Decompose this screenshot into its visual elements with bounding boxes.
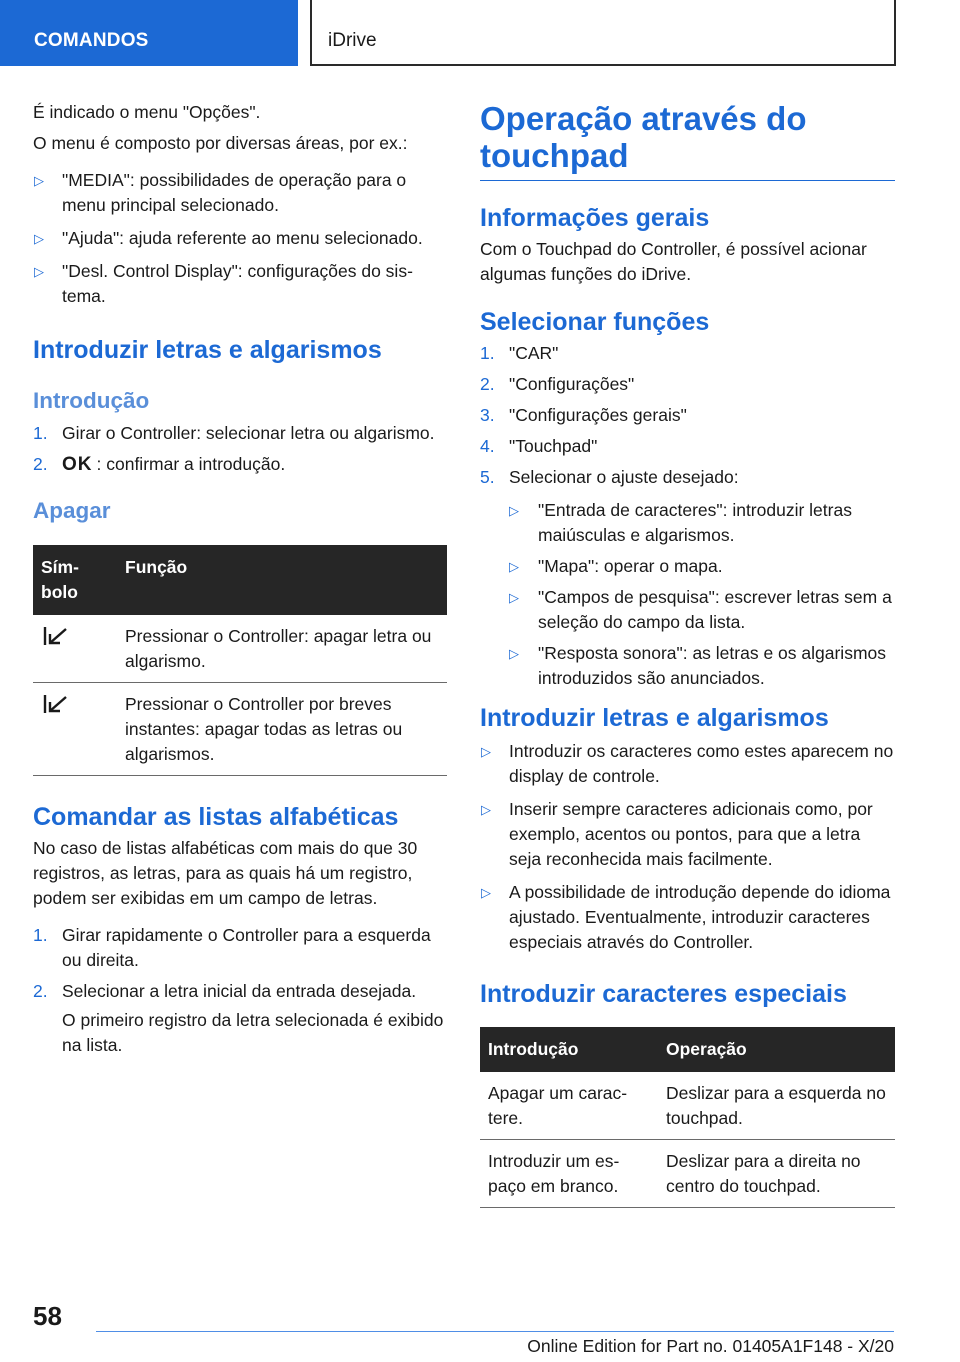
footer-divider [96, 1331, 894, 1332]
delete-table [33, 545, 447, 776]
page-number: 58 [33, 1301, 62, 1331]
column-header-function: Função [117, 545, 447, 615]
right-column [480, 100, 895, 1208]
column-header-operation: Operação [658, 1027, 895, 1072]
delete-arrow-icon [41, 692, 71, 716]
triangle-bullet-icon: ▷ [481, 885, 491, 900]
heading-delete: Apagar [33, 498, 111, 523]
list-item: 5. Selecionar o ajuste desejado: ▷ "Entrada de caracteres": introduzir letras maiúsculas e algarismos. ▷ "Mapa": operar o mapa. ▷ "Campos de pesquisa": escrever letras sem a seleção do campo da lista. ▷ "Resposta sonora": as letras e os algarismos introduzidos são anunciados. [480, 465, 895, 691]
triangle-bullet-icon: ▷ [509, 590, 519, 605]
heading-introduction: Introdução [33, 388, 150, 413]
footer-edition: Online Edition for Part no. 01405A1F148 - X/20 [527, 1336, 894, 1356]
list-item: ▷ "Entrada de caracteres": introduzir letras maiúsculas e algarismos. [509, 500, 852, 545]
intro-steps [33, 421, 447, 477]
list-item: 2. OK : confirmar a introdução. [33, 454, 286, 475]
table-row: Pressionar o Controller: apagar letra ou algarismo. [33, 615, 447, 683]
table-row: Introduzir um espaço em branco. Deslizar para a direita no centro do touchpad. [480, 1140, 895, 1208]
triangle-bullet-icon: ▷ [481, 802, 491, 817]
options-menu-list [33, 168, 447, 309]
heading-select-functions: Selecionar funções [480, 308, 710, 336]
heading-alphabetic-lists: Comandar as listas alfabéticas [33, 803, 399, 831]
list-item: 2. Selecionar a letra inicial da entrada desejada. [33, 981, 417, 1001]
list-item: ▷ A possibilidade de introdução depende do idioma ajustado. Eventualmente, introduzir caracteres especiais através do Controller. [481, 882, 891, 952]
ok-icon: OK [62, 454, 93, 475]
list-item: ▷ "MEDIA": possibilidades de operação para o menu principal selecionado. [34, 170, 407, 215]
delete-arrow-icon [41, 624, 71, 648]
special-characters-table [480, 1027, 895, 1208]
heading-general-info: Informações gerais [480, 204, 710, 232]
select-options-list [509, 498, 895, 691]
intro-line-2: O menu é composto por diversas áreas, por ex.: [33, 133, 408, 153]
section-tab: COMANDOS [0, 0, 298, 66]
heading-letters-numbers-touchpad: Introduzir letras e algarismos [480, 704, 829, 732]
list-item: 1. Girar rapidamente o Controller para a esquerda ou direita. [33, 925, 431, 970]
list-item: 2. "Configurações" [480, 374, 635, 394]
column-header-input: Introdução [480, 1027, 658, 1072]
alpha-text: No caso de listas alfabéticas com mais do que 30 registros, as letras, para as quais há um registro, podem ser exibidas em um campo de letras. [33, 838, 418, 908]
table-row: Pressionar o Controller por breves instantes: apagar todas as letras ou algarismos. [33, 683, 447, 776]
list-item: ▷ "Resposta sonora": as letras e os algarismos introduzidos são anunciados. [509, 643, 887, 688]
intro-line-1: É indicado o menu "Opções". [33, 102, 261, 122]
list-item: 1. Girar o Controller: selecionar letra ou algarismo. [33, 423, 435, 443]
triangle-bullet-icon: ▷ [481, 744, 491, 759]
list-item: ▷ "Mapa": operar o mapa. [509, 554, 895, 579]
triangle-bullet-icon: ▷ [34, 264, 44, 279]
list-item: ▷ Introduzir os caracteres como estes aparecem no display de controle. [481, 741, 894, 786]
triangle-bullet-icon: ▷ [34, 231, 44, 246]
list-item: ▷ "Campos de pesquisa": escrever letras sem a seleção do campo da lista. [509, 587, 892, 632]
left-column [33, 100, 447, 1064]
list-item: 4. "Touchpad" [480, 436, 598, 456]
alpha-steps [33, 923, 447, 1058]
triangle-bullet-icon: ▷ [509, 503, 519, 518]
general-text: Com o Touchpad do Controller, é possível acionar algumas funções do iDrive. [480, 239, 867, 284]
triangle-bullet-icon: ▷ [509, 559, 519, 574]
list-item: 3. "Configurações gerais" [480, 405, 687, 425]
table-row: Apagar um caractere. Deslizar para a esquerda no touchpad. [480, 1072, 895, 1140]
heading-special-characters: Introduzir caracteres especiais [480, 980, 847, 1008]
list-item: ▷ "Ajuda": ajuda referente ao menu selecionado. [33, 226, 447, 251]
heading-letters-numbers: Introduzir letras e algarismos [33, 336, 382, 364]
triangle-bullet-icon: ▷ [34, 173, 44, 188]
list-item-note: O primeiro registro da letra selecionada é exibido na lista. [62, 1010, 444, 1055]
chapter-title: iDrive [310, 0, 896, 66]
list-item: ▷ "Desl. Control Display": configurações do sistema. [34, 261, 413, 306]
list-item: 1. "CAR" [480, 343, 559, 363]
column-header-symbol: Símbolo [33, 545, 117, 615]
triangle-bullet-icon: ▷ [509, 646, 519, 661]
list-item: ▷ Inserir sempre caracteres adicionais como, por exemplo, acentos ou pontos, para que a letra seja reconhecida mais facilmente. [481, 799, 873, 869]
letters-list [480, 739, 895, 955]
heading-touchpad: Operação através do touchpad [480, 100, 895, 181]
select-steps [480, 341, 895, 691]
